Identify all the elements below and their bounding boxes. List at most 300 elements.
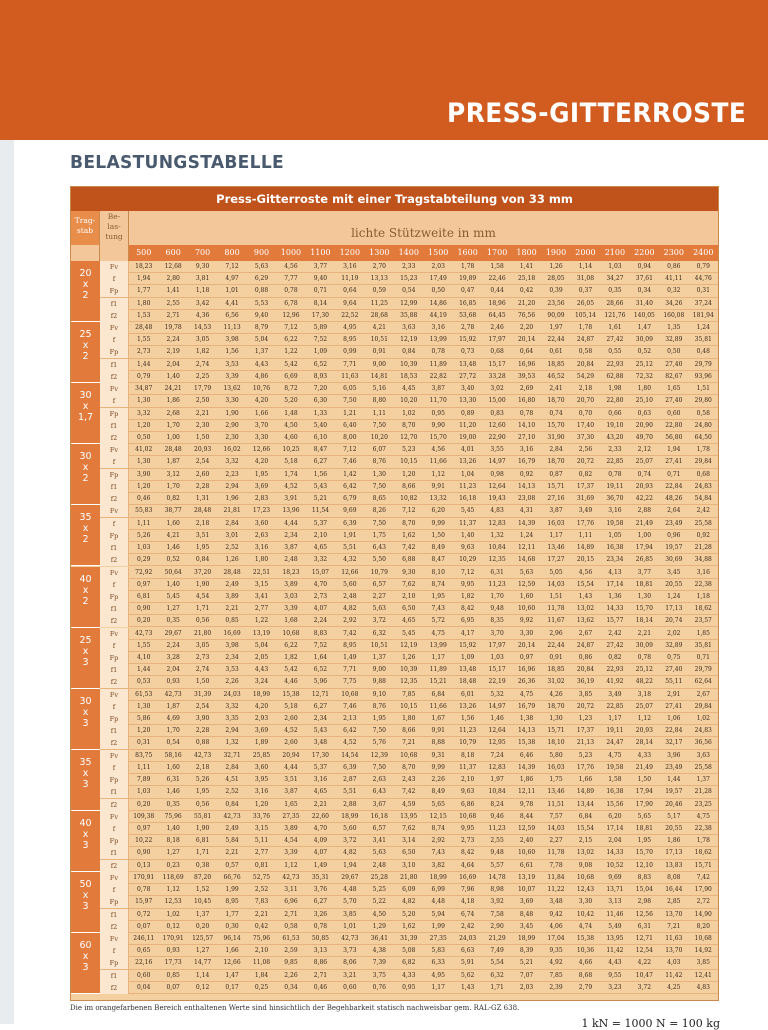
table-cell: 0,65 (137, 947, 151, 955)
table-cell: 21,28 (694, 788, 712, 796)
load-symbol: f1 (100, 664, 129, 676)
span-value: 1000 (280, 248, 302, 257)
table-cell: 20,55 (665, 825, 683, 833)
load-symbol: Fv (100, 750, 129, 762)
profile-label: 60 x 3 (71, 933, 100, 994)
table-cell: 0,47 (460, 287, 475, 295)
table-cell: 4,07 (313, 849, 328, 857)
table-cell: 4,70 (313, 825, 328, 833)
table-cell: 1,18 (696, 592, 710, 600)
table-cell: 1,50 (195, 433, 210, 441)
table-cell: 2,24 (313, 617, 328, 625)
table-cell: 0,85 (166, 971, 180, 979)
table-cell: 1,32 (490, 531, 504, 539)
table-cell: 0,58 (578, 348, 593, 356)
table-cell: 7,50 (372, 727, 386, 735)
table-cell: 1,30 (637, 592, 652, 600)
table-cell: 10,42 (576, 910, 595, 918)
span-value: 1400 (398, 248, 419, 257)
table-cell: 6,30 (313, 397, 328, 405)
table-cell: 83,75 (135, 751, 153, 759)
table-cell: 0,73 (460, 348, 475, 356)
table-cell: 19,00 (459, 433, 477, 441)
table-cell: 11,67 (547, 617, 565, 625)
table-row (100, 860, 718, 872)
table-cell: 2,84 (225, 763, 239, 771)
table-cell: 8,93 (313, 372, 328, 380)
table-cell: 10,20 (400, 397, 418, 405)
table-cell: 8,49 (431, 788, 445, 796)
table-cell: 22,60 (311, 812, 329, 820)
table-cell: 7,12 (460, 568, 475, 576)
table-cell: 37,20 (194, 568, 212, 576)
header-belastung-label: Be- las- tung (105, 212, 123, 241)
table-cell: 93,96 (694, 372, 712, 380)
table-cell: 18,70 (547, 397, 565, 405)
table-cell: 0,60 (137, 971, 151, 979)
table-cell: 105,14 (574, 311, 596, 319)
table-cell: 8,83 (313, 629, 328, 637)
table-cell: 1,20 (137, 421, 151, 429)
table-cell: 6,43 (372, 788, 386, 796)
table-cell: 2,10 (402, 592, 416, 600)
table-cell: 21,80 (194, 629, 212, 637)
table-cell: 2,74 (195, 360, 210, 368)
table-cell: 3,89 (284, 825, 298, 833)
table-cell: 22,46 (488, 275, 506, 283)
table-cell: 1,20 (137, 727, 151, 735)
table-cell: 5,40 (313, 421, 328, 429)
table-cell: 9,69 (343, 507, 357, 515)
span-value: 600 (165, 248, 181, 257)
table-cell: 2,50 (195, 397, 210, 405)
table-cell: 1,02 (696, 715, 710, 723)
table-cell: 4,32 (343, 556, 357, 564)
table-cell: 2,30 (225, 433, 239, 441)
table-cell: 1,23 (578, 715, 593, 723)
table-cell: 2,49 (225, 825, 239, 833)
table-cell: 6,22 (284, 641, 298, 649)
table-cell: 6,57 (372, 825, 386, 833)
table-cell: 31,40 (635, 299, 653, 307)
table-cell: 2,63 (254, 531, 269, 539)
page-heading: BELASTUNGSTABELLE (70, 152, 284, 173)
table-cell: 9,64 (343, 299, 357, 307)
table-cell: 2,52 (254, 886, 269, 894)
table-cell: 1,44 (137, 360, 151, 368)
table-cell: 13,44 (576, 800, 595, 808)
table-cell: 22,82 (429, 372, 447, 380)
table-cell: 1,24 (696, 324, 710, 332)
table-cell: 3,42 (195, 299, 210, 307)
table-cell: 2,70 (372, 263, 386, 270)
table-cell: 20,74 (665, 617, 683, 625)
table-cell: 11,84 (547, 874, 565, 881)
table-cell: 3,87 (284, 543, 298, 551)
table-cell: 0,86 (578, 653, 593, 661)
table-cell: 13,02 (576, 605, 595, 613)
table-cell: 30,09 (635, 641, 653, 649)
profile-group (71, 444, 718, 505)
profile-label: 40 x 2 (71, 567, 100, 628)
table-cell: 3,15 (254, 825, 269, 833)
table-cell: 28,48 (135, 324, 153, 332)
table-cell: 2,79 (578, 983, 593, 991)
table-cell: 37,30 (576, 433, 595, 441)
table-cell: 25,07 (635, 702, 653, 710)
table-cell: 2,68 (166, 409, 180, 417)
table-cell: 17,23 (252, 507, 271, 515)
table-cell: 0,07 (137, 922, 151, 930)
table-cell: 19,57 (665, 788, 683, 796)
table-cell: 2,94 (225, 727, 239, 735)
table-cell: 28,68 (370, 311, 388, 319)
table-cell: 18,99 (252, 690, 271, 698)
table-cell: 5,80 (549, 751, 563, 759)
table-cell: 29,84 (694, 458, 712, 466)
table-cell: 6,20 (431, 507, 445, 515)
table-cell: 0,35 (166, 800, 180, 808)
table-cell: 16,69 (459, 874, 477, 881)
table-cell: 4,52 (284, 482, 298, 490)
table-cell: 16,38 (606, 543, 624, 551)
load-symbol: f (100, 273, 129, 285)
table-cell: 22,85 (606, 702, 624, 710)
load-symbol: Fv (100, 383, 129, 395)
table-cell: 2,04 (166, 666, 180, 674)
table-cell: 1,49 (313, 861, 328, 869)
table-cell: 0,30 (225, 922, 239, 930)
table-cell: 1,12 (284, 861, 298, 869)
table-cell: 13,62 (576, 617, 595, 625)
table-cell: 7,42 (696, 874, 710, 881)
table-cell: 18,53 (400, 372, 418, 380)
table-cell: 3,16 (519, 446, 534, 454)
table-cell: 0,81 (254, 861, 269, 869)
table-cell: 3,35 (225, 715, 239, 723)
table-cell: 5,50 (372, 556, 386, 564)
table-cell: 6,39 (343, 519, 357, 527)
profile-label: 35 x 2 (71, 505, 100, 566)
table-cell: 22,93 (606, 666, 624, 674)
table-row (100, 371, 718, 383)
table-cell: 0,75 (667, 653, 681, 661)
table-cell: 1,20 (402, 470, 416, 478)
table-cell: 21,81 (223, 507, 241, 515)
table-cell: 1,17 (549, 531, 563, 539)
table-cell: 0,82 (608, 653, 622, 661)
table-cell: 10,68 (459, 812, 477, 820)
table-cell: 9,63 (460, 543, 475, 551)
table-cell: 6,10 (313, 433, 328, 441)
table-cell: 0,31 (696, 287, 710, 295)
table-cell: 1,09 (313, 348, 328, 356)
table-cell: 15,56 (606, 800, 624, 808)
table-cell: 9,85 (284, 959, 298, 967)
table-cell: 0,66 (608, 409, 622, 417)
load-symbol: Fp (100, 896, 129, 908)
table-cell: 42,73 (164, 690, 182, 698)
table-cell: 3,63 (402, 324, 416, 332)
table-cell: 1,46 (166, 788, 180, 796)
table-cell: 0,52 (637, 348, 652, 356)
table-cell: 6,09 (402, 886, 416, 894)
load-symbol: Fv (100, 933, 129, 945)
table-cell: 1,30 (549, 715, 563, 723)
table-cell: 3,10 (402, 861, 416, 869)
table-cell: 1,80 (637, 385, 652, 393)
table-cell: 2,24 (166, 336, 180, 344)
table-cell: 1,67 (431, 715, 445, 723)
table-cell: 0,78 (284, 287, 298, 295)
table-cell: 8,39 (519, 947, 534, 955)
table-cell: 1,95 (431, 592, 445, 600)
table-cell: 18,81 (635, 825, 653, 833)
table-cell: 1,09 (460, 653, 475, 661)
table-cell: 23,56 (547, 299, 565, 307)
table-cell: 11,66 (429, 702, 447, 710)
table-cell: 2,21 (313, 800, 328, 808)
table-cell: 8,26 (372, 507, 386, 515)
table-row (100, 689, 718, 701)
table-cell: 2,21 (637, 629, 652, 637)
table-row (100, 737, 718, 749)
table-cell: 41,11 (665, 275, 683, 283)
table-cell: 7,75 (343, 678, 357, 686)
table-cell: 1,66 (578, 776, 593, 784)
table-cell: 14,89 (576, 543, 595, 551)
table-cell: 5,60 (343, 580, 357, 588)
table-cell: 14,13 (517, 727, 536, 735)
table-cell: 44,76 (694, 275, 712, 283)
table-cell: 28,66 (606, 299, 624, 307)
table-cell: 13,48 (459, 666, 477, 674)
table-cell: 42,73 (223, 812, 241, 820)
table-cell: 1,38 (519, 715, 534, 723)
table-cell: 3,16 (313, 776, 328, 784)
span-value: 1600 (457, 248, 478, 257)
table-cell: 18,81 (635, 580, 653, 588)
table-cell: 2,55 (166, 299, 180, 307)
table-cell: 8,83 (637, 874, 652, 881)
table-cell: 10,29 (459, 556, 477, 564)
table-cell: 2,87 (343, 776, 357, 784)
table-cell: 2,85 (667, 898, 681, 906)
table-cell: 15,38 (282, 690, 300, 698)
table-cell: 1,46 (490, 715, 504, 723)
table-cell: 2,19 (166, 348, 180, 356)
table-cell: 18,99 (341, 812, 359, 820)
table-cell: 1,55 (137, 336, 151, 344)
table-cell: 4,10 (137, 653, 151, 661)
table-cell: 35,31 (311, 874, 329, 881)
table-cell: 2,40 (519, 837, 534, 845)
table-cell: 10,51 (370, 641, 388, 649)
table-cell: 31,69 (576, 495, 595, 503)
table-cell: 9,99 (431, 519, 445, 527)
table-cell: 0,60 (343, 983, 357, 991)
table-cell: 16,03 (547, 763, 565, 771)
table-cell: 22,44 (547, 336, 565, 344)
table-cell: 1,70 (490, 592, 504, 600)
table-cell: 3,48 (549, 898, 563, 906)
table-row (100, 310, 718, 322)
table-cell: 22,52 (341, 311, 359, 319)
table-cell: 6,99 (431, 886, 445, 894)
table-cell: 28,05 (547, 275, 565, 283)
table-cell: 16,03 (547, 519, 565, 527)
table-cell: 1,94 (343, 861, 357, 869)
table-cell: 2,33 (402, 263, 416, 270)
table-cell: 1,00 (637, 531, 652, 539)
table-cell: 10,84 (488, 543, 506, 551)
table-cell: 5,89 (313, 324, 328, 332)
table-cell: 19,10 (606, 421, 624, 429)
table-cell: 2,48 (343, 592, 357, 600)
table-row (100, 945, 718, 957)
table-cell: 17,94 (635, 788, 653, 796)
load-symbol: f2 (100, 676, 129, 688)
table-cell: 3,70 (254, 421, 269, 429)
table-cell: 18,48 (459, 678, 477, 686)
table-cell: 29,79 (694, 666, 712, 674)
table-cell: 1,87 (166, 702, 180, 710)
table-cell: 9,40 (313, 275, 328, 283)
table-cell: 6,43 (372, 543, 386, 551)
table-cell: 7,12 (343, 446, 357, 454)
table-cell: 20,72 (576, 458, 595, 466)
table-cell: 8,79 (254, 324, 269, 332)
load-symbol: Fp (100, 652, 129, 664)
table-cell: 55,11 (665, 678, 683, 686)
table-cell: 14,53 (194, 324, 212, 332)
table-cell: 3,89 (225, 592, 239, 600)
table-cell: 1,95 (372, 715, 386, 723)
table-cell: 3,76 (313, 886, 328, 894)
load-symbol: f2 (100, 799, 129, 811)
table-cell: 14,68 (517, 556, 536, 564)
table-cell: 1,22 (284, 348, 298, 356)
table-cell: 4,01 (460, 446, 475, 454)
table-cell: 21,49 (635, 763, 653, 771)
table-cell: 4,92 (549, 959, 563, 967)
table-cell: 4,56 (284, 263, 298, 270)
table-cell: 1,86 (519, 776, 534, 784)
table-cell: 1,78 (460, 263, 475, 270)
span-value: 800 (224, 248, 240, 257)
table-cell: 6,78 (284, 299, 298, 307)
header-span: lichte Stützweite in mm (129, 211, 718, 255)
table-row (100, 359, 718, 371)
table-cell: 14,81 (370, 372, 388, 380)
table-cell: 0,76 (372, 983, 386, 991)
table-cell: 16,79 (517, 702, 536, 710)
table-cell: 0,78 (431, 348, 445, 356)
table-cell: 1,20 (254, 800, 269, 808)
table-row (100, 640, 718, 652)
table-cell: 8,65 (372, 495, 386, 503)
table-cell: 15,17 (488, 666, 506, 674)
table-cell: 15,71 (547, 727, 565, 735)
table-cell: 3,67 (372, 800, 386, 808)
table-cell: 12,68 (164, 263, 182, 270)
table-cell: 1,50 (431, 531, 445, 539)
table-cell: 27,35 (282, 812, 300, 820)
table-cell: 5,08 (402, 947, 416, 955)
table-cell: 19,43 (488, 495, 506, 503)
table-cell: 2,03 (431, 263, 445, 270)
table-cell: 3,13 (313, 947, 328, 955)
table-cell: 1,77 (137, 287, 151, 295)
table-cell: 10,79 (370, 568, 388, 576)
table-cell: 15,70 (635, 605, 653, 613)
table-cell: 4,50 (284, 421, 298, 429)
span-value: 2100 (604, 248, 626, 257)
table-cell: 12,83 (488, 519, 506, 527)
table-cell: 1,90 (195, 580, 210, 588)
table-cell: 4,52 (284, 727, 298, 735)
table-cell: 6,42 (343, 727, 357, 735)
table-cell: 27,41 (665, 702, 683, 710)
table-cell: 1,31 (195, 495, 210, 503)
table-cell: 12,43 (576, 886, 595, 894)
table-cell: 13,83 (665, 861, 683, 869)
table-cell: 17,97 (488, 641, 506, 649)
table-cell: 10,25 (282, 446, 300, 454)
table-cell: 5,45 (402, 629, 416, 637)
header-spacer-2 (100, 245, 129, 261)
table-cell: 18,96 (488, 299, 506, 307)
table-cell: 17,37 (576, 482, 595, 490)
load-symbol: Fv (100, 811, 129, 823)
load-symbol: Fp (100, 713, 129, 725)
table-cell: 12,70 (400, 433, 418, 441)
table-cell: 44,19 (429, 311, 447, 319)
table-cell: 11,46 (606, 910, 624, 918)
table-cell: 1,43 (460, 983, 475, 991)
table-cell: 1,33 (313, 409, 328, 417)
table-cell: 3,73 (343, 947, 357, 955)
table-cell: 9,00 (372, 666, 386, 674)
table-cell: 56,80 (665, 433, 683, 441)
table-cell: 2,60 (284, 715, 298, 723)
table-cell: 12,35 (488, 556, 506, 564)
table-row (100, 701, 718, 713)
table-cell: 20,90 (635, 421, 653, 429)
table-cell: 7,62 (402, 825, 416, 833)
table-cell: 3,41 (254, 592, 269, 600)
table-cell: 2,54 (195, 458, 210, 466)
table-row (100, 395, 718, 407)
table-cell: 2,42 (608, 629, 622, 637)
table-row (100, 469, 718, 481)
table-cell: 3,30 (225, 397, 239, 405)
table-cell: 41,92 (606, 678, 624, 686)
table-cell: 1,90 (195, 825, 210, 833)
table-cell: 2,41 (549, 385, 563, 393)
table-cell: 1,11 (578, 531, 593, 539)
table-cell: 3,05 (195, 641, 210, 649)
table-cell: 3,39 (284, 849, 298, 857)
table-cell: 2,03 (519, 983, 534, 991)
profile-label: 20 x 2 (71, 261, 100, 322)
table-cell: 2,42 (696, 507, 710, 515)
table-cell: 1,60 (519, 592, 534, 600)
footnote: Die im orangefarbenen Bereich enthaltenen Werte sind hinsichtlich der Begehbarkeit statisch nachweisbar gem. RAL-GZ 638. (70, 1004, 520, 1012)
table-cell: 1,03 (137, 788, 151, 796)
table-cell: 3,69 (254, 482, 269, 490)
table-row (100, 762, 718, 774)
